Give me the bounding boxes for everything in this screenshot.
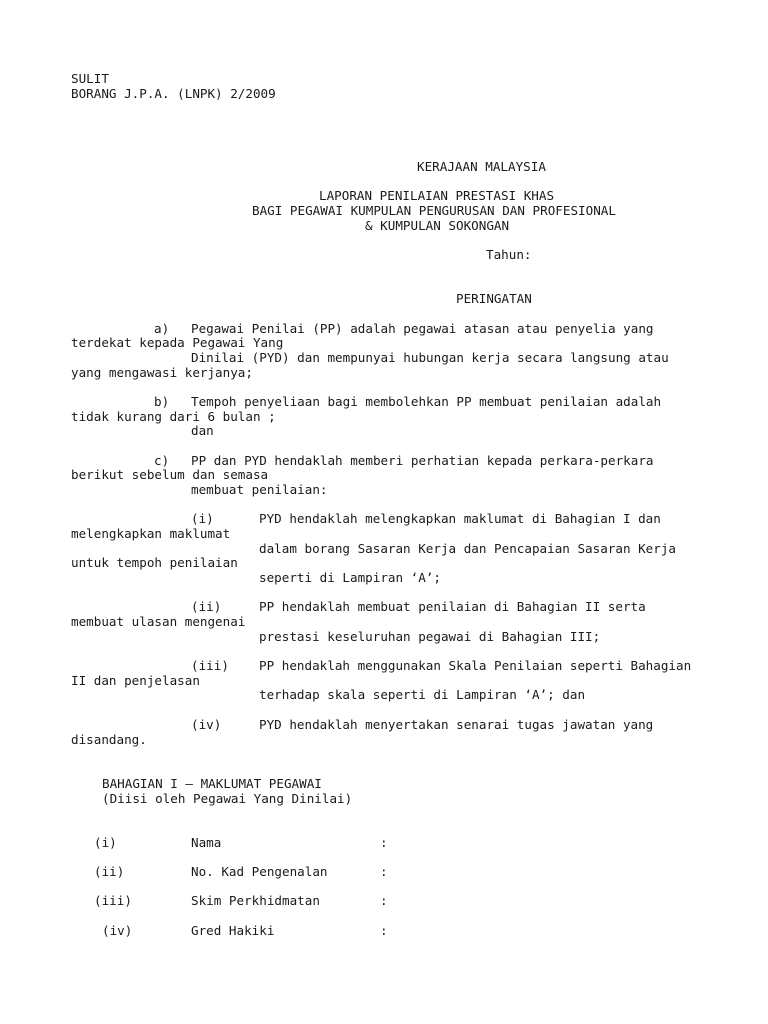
subitem-i-text: dalam borang Sasaran Kerja dan Pencapaian Sasaran Kerja <box>259 541 677 556</box>
part1-heading: BAHAGIAN I – MAKLUMAT PEGAWAI <box>102 776 322 791</box>
item-a-text: Dinilai (PYD) dan mempunyai hubungan kerja secara langsung atau <box>191 350 669 365</box>
subitem-iii-text: terhadap skala seperti di Lampiran ‘A’; dan <box>259 687 586 702</box>
subitem-iii-marker: (iii) <box>191 658 229 673</box>
item-c-text: berikut sebelum dan semasa <box>71 467 269 482</box>
subitem-iv-text: disandang. <box>71 732 147 747</box>
item-a-marker: a) <box>154 321 170 336</box>
subitem-iv-marker: (iv) <box>191 717 222 732</box>
field-colon: : <box>380 864 388 879</box>
item-c-text: PP dan PYD hendaklah memberi perhatian kepada perkara-perkara <box>191 453 654 468</box>
item-c-marker: c) <box>154 453 170 468</box>
subitem-iv-text: PYD hendaklah menyertakan senarai tugas jawatan yang <box>259 717 654 732</box>
field-label-grade: Gred Hakiki <box>191 923 275 938</box>
part1-subheading: (Diisi oleh Pegawai Yang Dinilai) <box>102 791 353 806</box>
field-label-ic-number: No. Kad Pengenalan <box>191 864 328 879</box>
classification-label: SULIT <box>71 71 109 86</box>
field-marker: (i) <box>94 835 117 850</box>
government-title: KERAJAAN MALAYSIA <box>417 159 546 174</box>
subitem-iii-text: PP hendaklah menggunakan Skala Penilaian seperti Bahagian <box>259 658 692 673</box>
subitem-iii-text: II dan penjelasan <box>71 673 200 688</box>
field-colon: : <box>380 835 388 850</box>
field-marker: (iii) <box>94 893 132 908</box>
subitem-i-text: seperti di Lampiran ‘A’; <box>259 570 441 585</box>
report-title-line2: BAGI PEGAWAI KUMPULAN PENGURUSAN DAN PROFESIONAL <box>252 203 616 218</box>
field-marker: (iv) <box>102 923 133 938</box>
subitem-i-text: untuk tempoh penilaian <box>71 555 238 570</box>
item-a-text: Pegawai Penilai (PP) adalah pegawai atasan atau penyelia yang <box>191 321 654 336</box>
item-b-marker: b) <box>154 394 170 409</box>
form-code: BORANG J.P.A. (LNPK) 2/2009 <box>71 86 276 101</box>
field-colon: : <box>380 923 388 938</box>
report-title-line3: & KUMPULAN SOKONGAN <box>365 218 510 233</box>
field-label-name: Nama <box>191 835 222 850</box>
subitem-ii-text: membuat ulasan mengenai <box>71 614 246 629</box>
field-label-service-scheme: Skim Perkhidmatan <box>191 893 320 908</box>
year-label: Tahun: <box>486 247 532 262</box>
subitem-ii-text: prestasi keseluruhan pegawai di Bahagian III; <box>259 629 601 644</box>
item-b-text: dan <box>191 423 214 438</box>
subitem-i-text: PYD hendaklah melengkapkan maklumat di Bahagian I dan <box>259 511 661 526</box>
subitem-ii-marker: (ii) <box>191 599 222 614</box>
field-colon: : <box>380 893 388 908</box>
subitem-i-marker: (i) <box>191 511 214 526</box>
report-title-line1: LAPORAN PENILAIAN PRESTASI KHAS <box>319 188 555 203</box>
subitem-i-text: melengkapkan maklumat <box>71 526 231 541</box>
item-a-text: terdekat kepada Pegawai Yang <box>71 335 284 350</box>
warning-heading: PERINGATAN <box>456 291 532 306</box>
item-b-text: Tempoh penyeliaan bagi membolehkan PP membuat penilaian adalah <box>191 394 662 409</box>
field-marker: (ii) <box>94 864 125 879</box>
item-b-text: tidak kurang dari 6 bulan ; <box>71 409 276 424</box>
item-c-text: membuat penilaian: <box>191 482 328 497</box>
subitem-ii-text: PP hendaklah membuat penilaian di Bahagian II serta <box>259 599 646 614</box>
item-a-text: yang mengawasi kerjanya; <box>71 365 253 380</box>
